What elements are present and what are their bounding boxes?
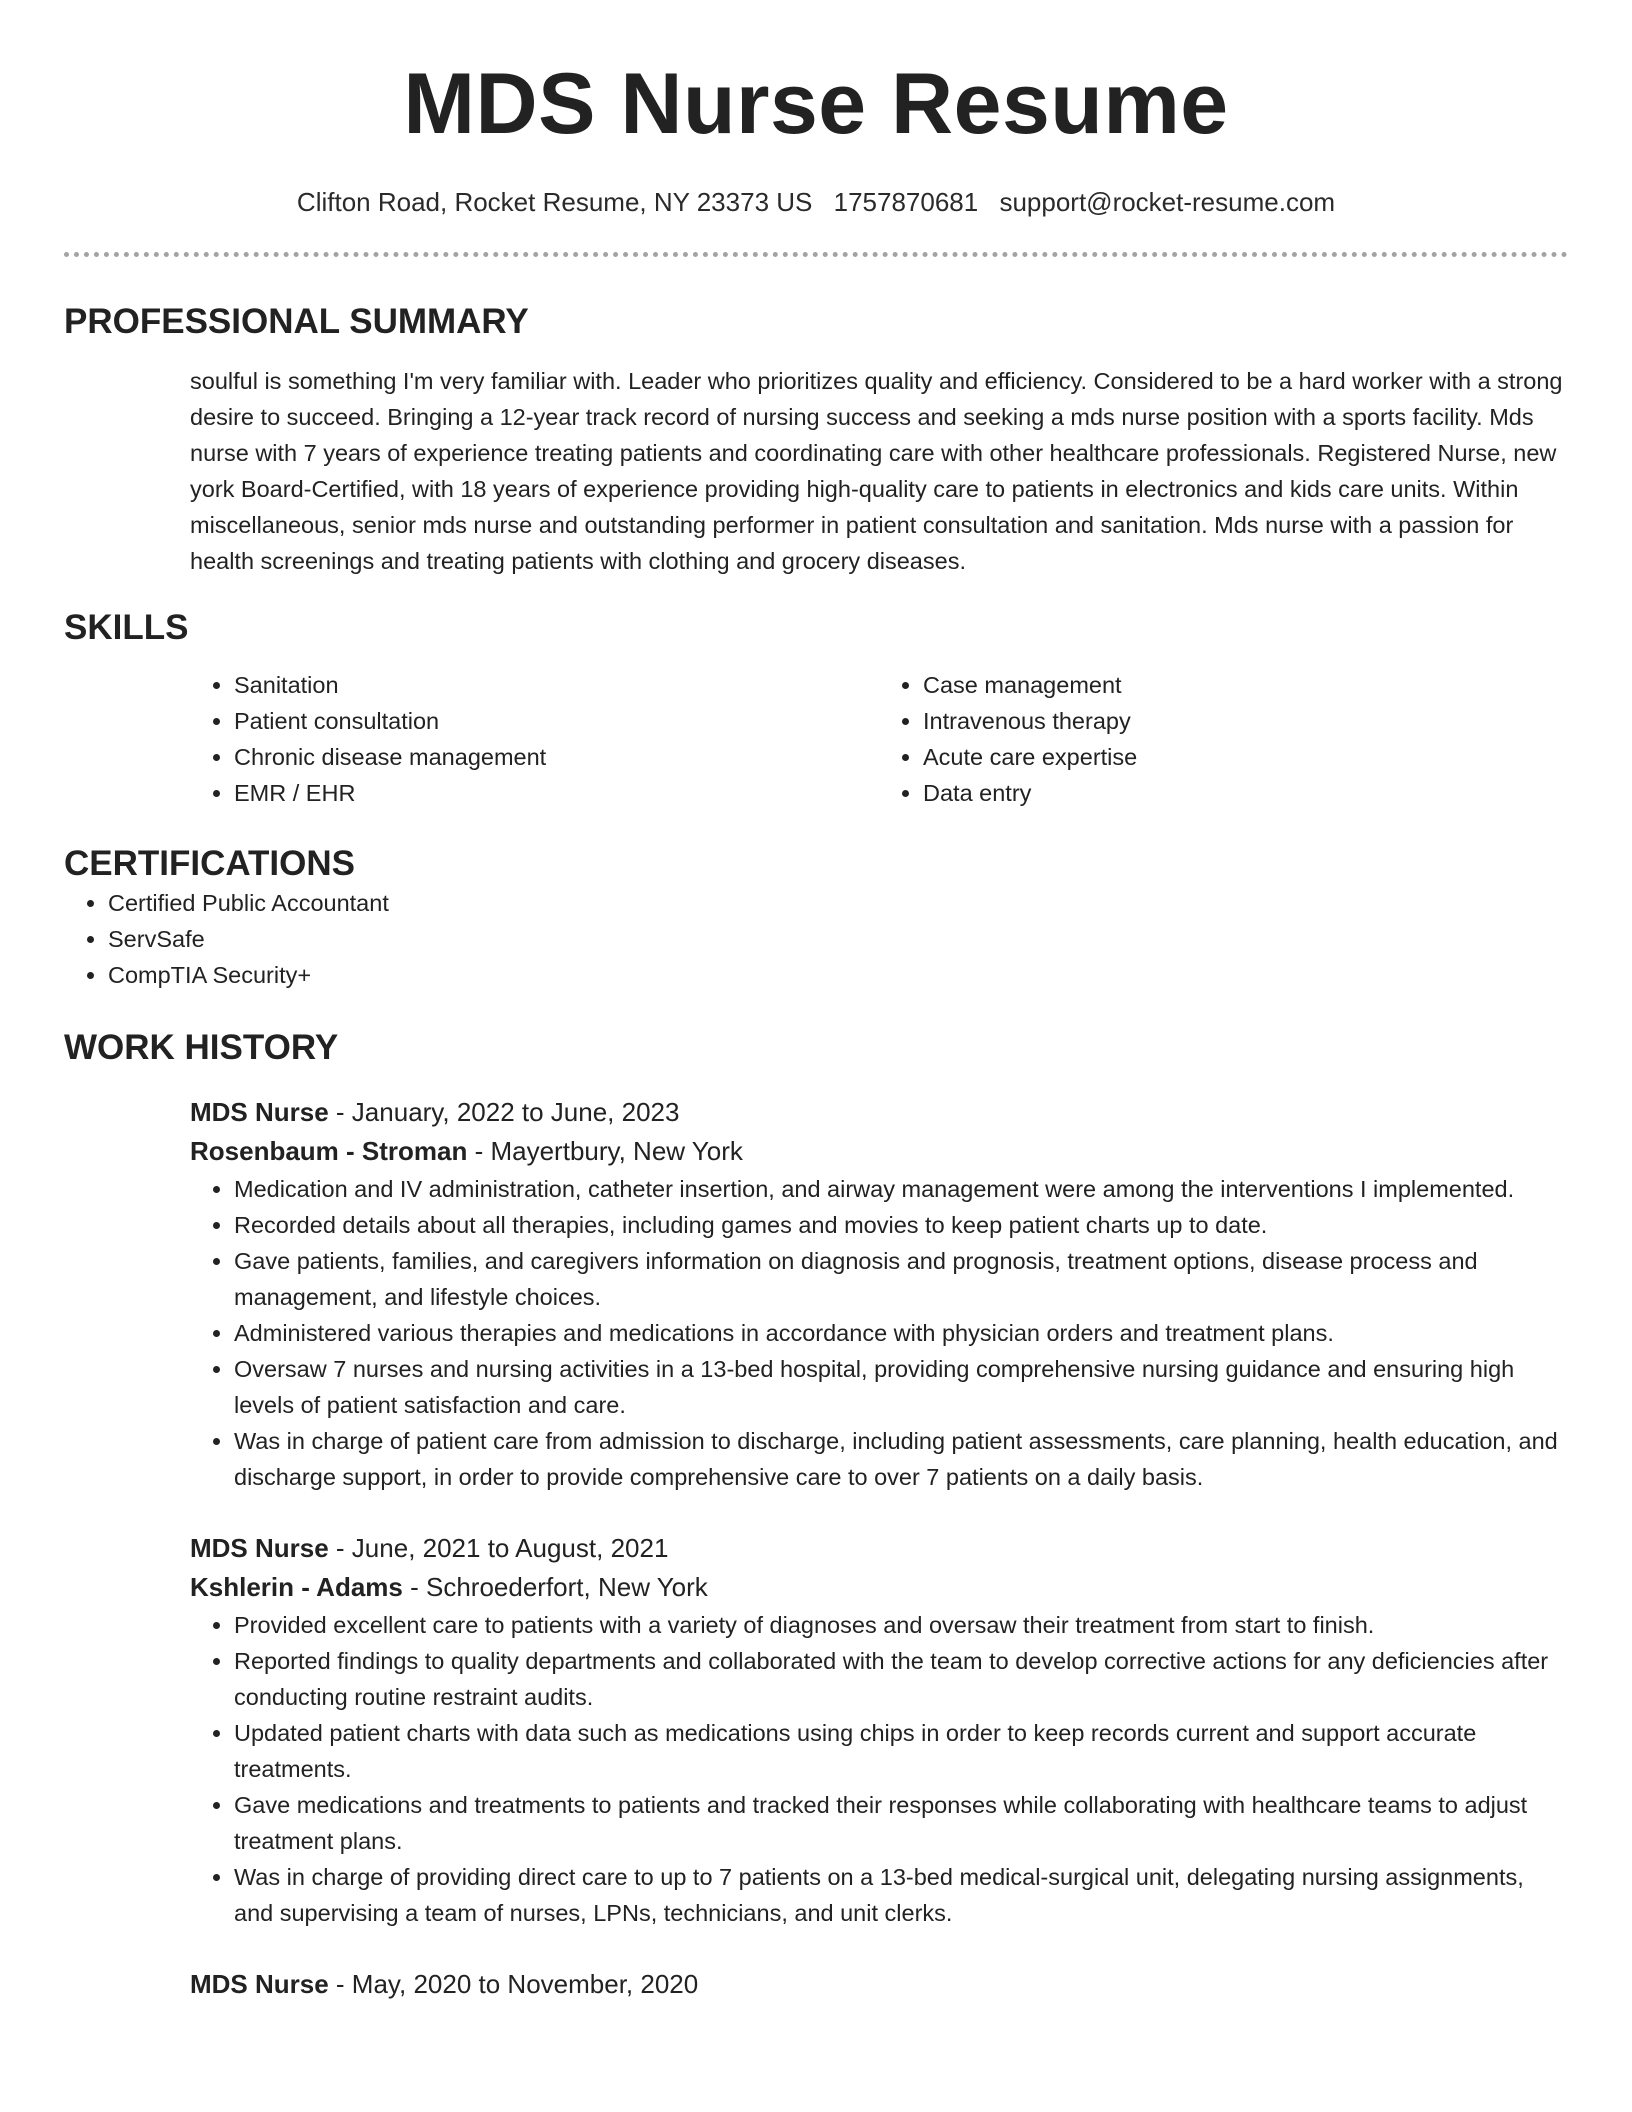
contact-line (64, 186, 1568, 218)
certification-item: • Certified Public Accountant (108, 885, 1568, 921)
certifications-heading: CERTIFICATIONS (64, 844, 356, 883)
skills-columns (190, 667, 1568, 811)
job-company-line (190, 1132, 1568, 1171)
header-divider (64, 252, 1568, 257)
job-bullet-list (190, 1607, 1568, 1931)
job-bullet: • Gave medications and treatments to patients and tracked their responses while collaborating with healthcare teams to adjust treatment plans. (234, 1787, 1568, 1859)
job-dates: - January, 2022 to June, 2023 (328, 1097, 680, 1127)
job-company: Rosenbaum - Stroman (190, 1136, 468, 1166)
job-bullet: • Updated patient charts with data such as medications using chips in order to keep records current and support accurate treatments. (234, 1715, 1568, 1787)
job-bullet-list (190, 1171, 1568, 1495)
job-bullet: • Administered various therapies and medications in accordance with physician orders and treatment plans. (234, 1315, 1568, 1351)
job-bullet: • Oversaw 7 nurses and nursing activities in a 13-bed hospital, providing comprehensive nursing guidance and ensuring high levels of patient satisfaction and care. (234, 1351, 1568, 1423)
certifications-list (64, 885, 1568, 993)
skill-item: • Patient consultation (234, 703, 879, 739)
skill-item: • Sanitation (234, 667, 879, 703)
resume-page (64, 0, 1568, 2004)
job-title-line (190, 1529, 1568, 1568)
job-title: MDS Nurse (190, 1969, 329, 1999)
skills-heading: SKILLS (64, 608, 189, 647)
contact-email: support@rocket-resume.com (999, 187, 1336, 217)
skill-item: • Data entry (923, 775, 1568, 811)
job-bullet: • Recorded details about all therapies, including games and movies to keep patient charts up to date. (234, 1207, 1568, 1243)
skills-list-left (190, 667, 879, 811)
summary-text: soulful is something I'm very familiar with. Leader who prioritizes quality and efficiency. Considered to be a hard worker with a strong desire to succeed. Bringing a 12-year track record of nursing success and seeking a mds nurse position with a sports facility. Mds nurse with 7 years of experience treating patients and coordinating care with other healthcare professionals. Registered Nurse, new york Board-Certified, with 18 years of experience providing high-quality care to patients in electronics and kids care units. Within miscellaneous, senior mds nurse and outstanding performer in patient consultation and sanitation. Mds nurse with a passion for health screenings and treating patients with clothing and grocery diseases. (190, 368, 1563, 574)
contact-phone: 1757870681 (833, 187, 979, 217)
job-title: MDS Nurse (190, 1097, 329, 1127)
job-company-line (190, 1568, 1568, 1607)
skill-item: • EMR / EHR (234, 775, 879, 811)
job-bullet: • Reported findings to quality departments and collaborated with the team to develop corrective actions for any deficiencies after conducting routine restraint audits. (234, 1643, 1568, 1715)
job-location: - Schroederfort, New York (402, 1572, 708, 1602)
job-bullet: • Was in charge of providing direct care to up to 7 patients on a 13-bed medical-surgical unit, delegating nursing assignments, and supervising a team of nurses, LPNs, technicians, and unit clerks. (234, 1859, 1568, 1931)
skill-item: • Case management (923, 667, 1568, 703)
job-entry (190, 1965, 1568, 2004)
job-bullet: • Was in charge of patient care from admission to discharge, including patient assessments, care planning, health education, and discharge support, in order to provide comprehensive care to over 7 patients on a daily basis. (234, 1423, 1568, 1495)
job-title: MDS Nurse (190, 1533, 329, 1563)
job-title-line (190, 1093, 1568, 1132)
job-title-line (190, 1965, 1568, 2004)
certification-item: • CompTIA Security+ (108, 957, 1568, 993)
job-bullet: • Medication and IV administration, catheter insertion, and airway management were among the interventions I implemented. (234, 1171, 1568, 1207)
job-location: - Mayertbury, New York (467, 1136, 743, 1166)
job-dates: - May, 2020 to November, 2020 (328, 1969, 699, 1999)
summary-heading: PROFESSIONAL SUMMARY (64, 302, 529, 341)
skill-item: • Acute care expertise (923, 739, 1568, 775)
job-bullet: • Gave patients, families, and caregivers information on diagnosis and prognosis, treatment options, disease process and management, and lifestyle choices. (234, 1243, 1568, 1315)
skill-item: • Intravenous therapy (923, 703, 1568, 739)
skill-item: • Chronic disease management (234, 739, 879, 775)
skills-list-right (879, 667, 1568, 811)
job-entry (190, 1093, 1568, 1495)
job-dates: - June, 2021 to August, 2021 (328, 1533, 669, 1563)
work-history-heading: WORK HISTORY (64, 1028, 339, 1067)
contact-address: Clifton Road, Rocket Resume, NY 23373 US (296, 187, 813, 217)
job-bullet: • Provided excellent care to patients with a variety of diagnoses and oversaw their treatment from start to finish. (234, 1607, 1568, 1643)
certification-item: • ServSafe (108, 921, 1568, 957)
job-company: Kshlerin - Adams (190, 1572, 403, 1602)
page-title: MDS Nurse Resume (403, 56, 1229, 152)
job-entry (190, 1529, 1568, 1931)
